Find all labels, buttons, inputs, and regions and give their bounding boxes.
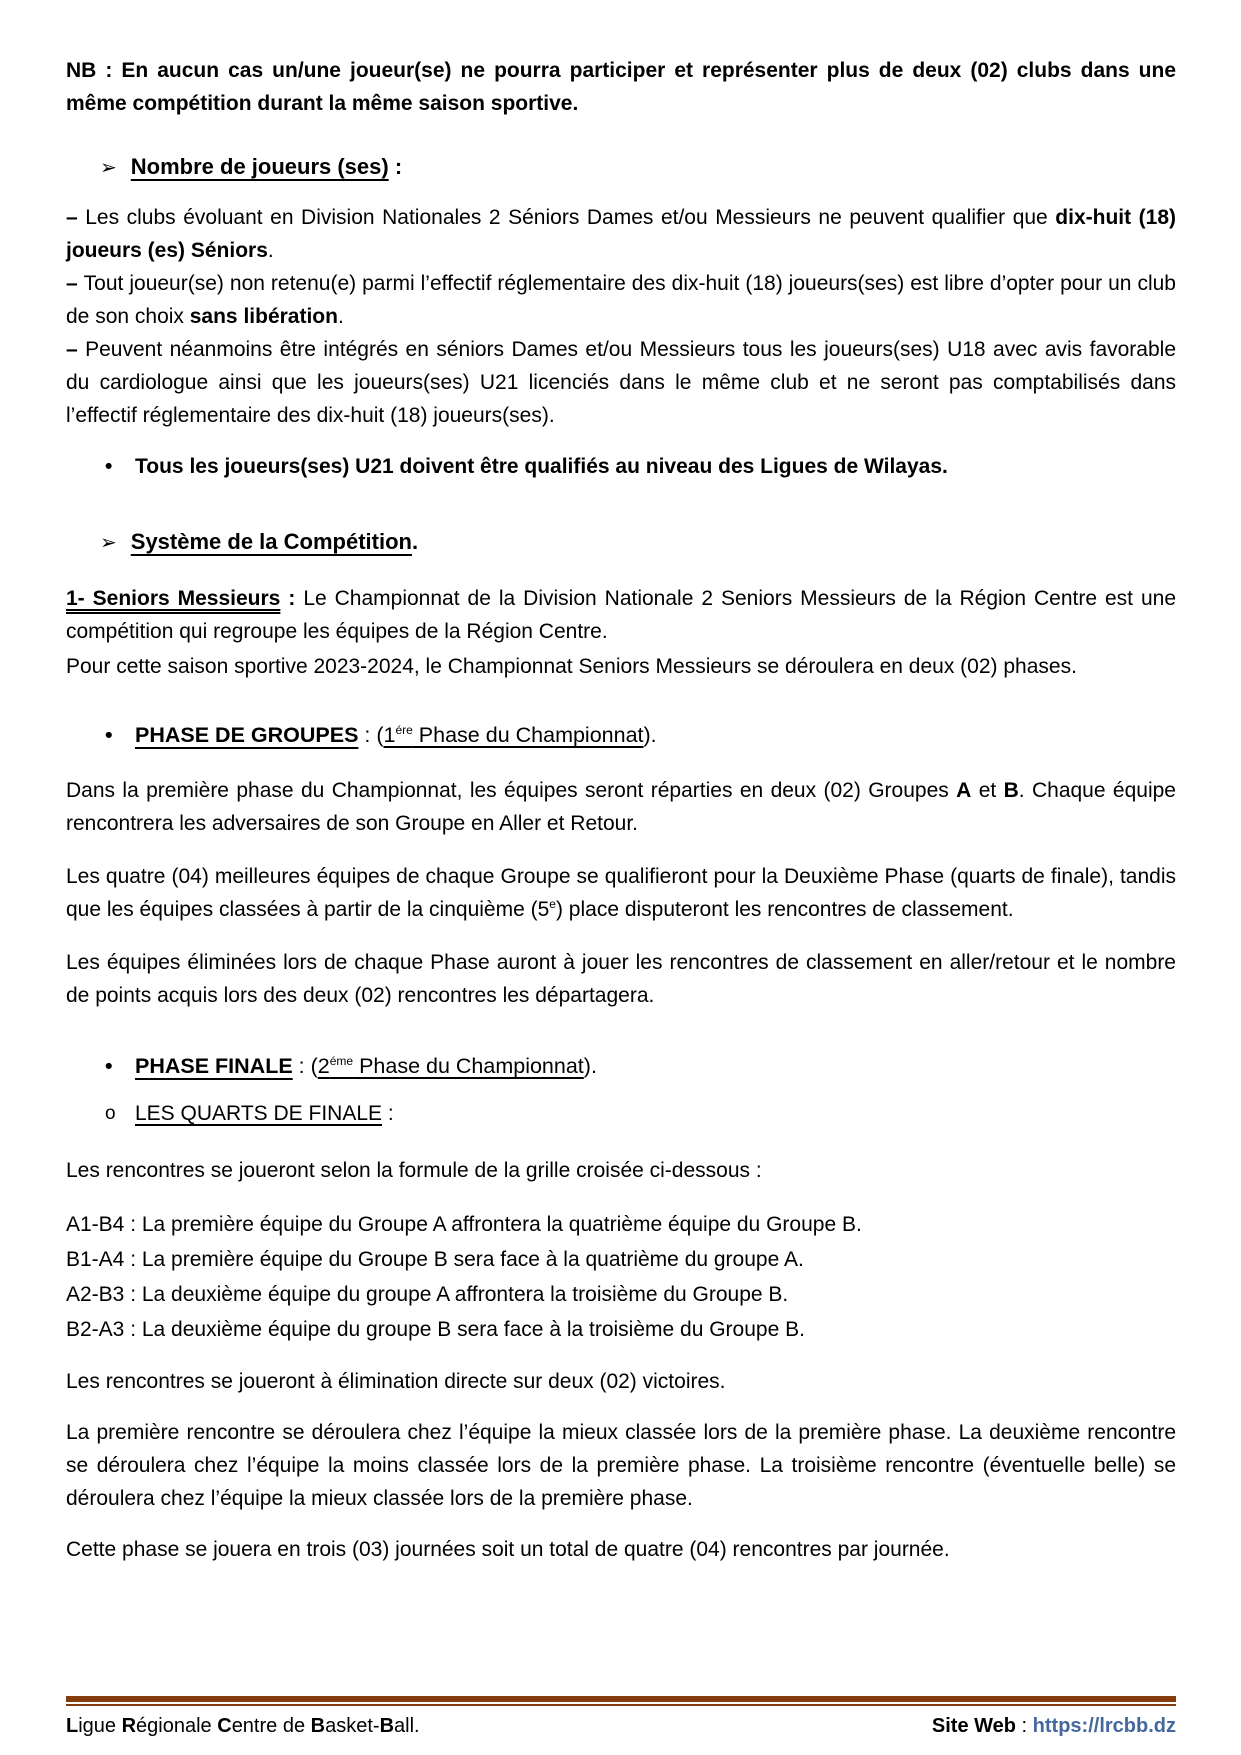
footer-org-part: B — [310, 1715, 326, 1737]
footer-site-colon: : — [1016, 1715, 1033, 1737]
footer-org-part: C — [217, 1715, 232, 1737]
bullet-icon: • — [105, 455, 113, 478]
cinquieme-sup: e — [549, 897, 556, 911]
groupes-end: . Chaque équipe rencontrera les adversaires de son Groupe en Aller et Retour. — [66, 779, 1176, 835]
seniors-paragraph — [66, 582, 1176, 648]
arrow-bullet-icon: ➢ — [100, 532, 117, 554]
rule-1-bold: dix-huit (18) joueurs (es) Séniors — [66, 206, 1177, 262]
footer-org-part: B — [379, 1715, 395, 1737]
sub-bullet-quarts — [66, 1097, 1176, 1130]
quatre-end: ) place disputeront les rencontres de classement. — [555, 898, 1014, 921]
footer-org-part: igue — [78, 1715, 122, 1737]
groupes-mid: et — [971, 779, 1004, 802]
groupe-b: B — [1003, 779, 1019, 802]
seniors-colon: : — [280, 587, 304, 610]
footer-rule-thin — [66, 1704, 1176, 1706]
phase-groupes-label: PHASE DE GROUPES — [135, 723, 359, 747]
heading-label: Système de la Compétition — [130, 529, 412, 554]
bullet-u21-text: Tous les joueurs(ses) U21 doivent être qualifiés au niveau des Ligues de Wilayas. — [135, 455, 948, 478]
grille-croisee — [66, 1207, 1176, 1347]
heading-suffix: : — [388, 154, 403, 179]
heading-suffix: . — [411, 529, 419, 554]
rules-paragraph — [66, 201, 1176, 432]
rule-1-text: Les clubs évoluant en Division Nationales 2 Séniors Dames et/ou Messieurs ne peuvent qualifier que — [85, 206, 1056, 229]
bullet-u21 — [66, 450, 1176, 483]
heading-label: Nombre de joueurs (ses) — [130, 154, 389, 179]
rule-2-end: . — [337, 305, 344, 328]
rule-2-bold: sans libération — [189, 305, 338, 328]
footer-site — [932, 1713, 1176, 1739]
phase-finale-detail — [293, 1054, 597, 1078]
grid-line-a1b4: A1-B4 : La première équipe du Groupe A affrontera la quatrième équipe du Groupe B. — [66, 1213, 862, 1236]
bullet-phase-finale — [66, 1050, 1176, 1083]
phase-finale-underlined — [318, 1054, 584, 1078]
phase-rest: Phase du Championnat — [353, 1054, 584, 1078]
seniors-text: Le Championnat de la Division Nationale 2 Seniors Messieurs de la Région Centre est une compétition qui regroupe les équipes de la Région Centre. — [66, 587, 1177, 643]
paragraph-formule: Les rencontres se joueront selon la formule de la grille croisée ci-dessous : — [66, 1159, 762, 1182]
paragraph-elimination: Les rencontres se joueront à élimination directe sur deux (02) victoires. — [66, 1370, 726, 1393]
footer-org-part: entre de — [231, 1715, 311, 1737]
seniors-paragraph-2: Pour cette saison sportive 2023-2024, le Championnat Seniors Messieurs se déroulera en deux (02) phases. — [66, 655, 1077, 678]
paragraph-rencontres: La première rencontre se déroulera chez l’équipe la mieux classée lors de la première phase. La deuxième rencontre se déroulera chez l’équipe la moins classée lors de la première phase. La troisième rencontre (éventuelle belle) se déroulera chez l’équipe la mieux classée lors de la première phase. — [66, 1421, 1176, 1510]
paragraph-nb: NB : En aucun cas un/une joueur(se) ne pourra participer et représenter plus de deux (02) clubs dans une même compétition durant la même saison sportive. — [66, 59, 1176, 115]
grid-line-b2a3: B2-A3 : La deuxième équipe du groupe B sera face à la troisième du Groupe B. — [66, 1318, 805, 1341]
footer-org-part: égionale — [136, 1715, 218, 1737]
footer-org-part: R — [121, 1715, 137, 1737]
phase-number: 1 — [383, 723, 396, 747]
phase-groupes-underlined — [384, 723, 644, 747]
heading-nombre-de-joueurs — [66, 150, 1176, 185]
phase-finale-sep: : ( — [292, 1054, 318, 1078]
dash-icon: – — [66, 206, 86, 229]
grid-line-a2b3: A2-B3 : La deuxième équipe du groupe A affrontera la troisième du Groupe B. — [66, 1283, 789, 1306]
bullet-icon: • — [105, 723, 113, 747]
groupe-a: A — [956, 779, 972, 802]
quarts-suffix: : — [382, 1102, 394, 1125]
phase-close: ). — [583, 1054, 597, 1078]
dash-icon: – — [66, 272, 84, 295]
groupes-text: Dans la première phase du Championnat, les équipes seront réparties en deux (02) Groupes — [66, 779, 957, 802]
page-footer — [66, 1696, 1176, 1739]
seniors-title: 1- Seniors Messieurs — [66, 587, 281, 610]
paragraph-quatre — [66, 860, 1176, 926]
arrow-bullet-icon: ➢ — [100, 157, 117, 179]
grid-line-b1a4: B1-A4 : La première équipe du Groupe B sera face à la quatrième du groupe A. — [66, 1248, 804, 1271]
footer-org — [66, 1713, 420, 1739]
phase-number: 2 — [317, 1054, 330, 1078]
paragraph-eliminees: Les équipes éliminées lors de chaque Phase auront à jouer les rencontres de classement en aller/retour et le nombre de points acquis lors des deux (02) rencontres les départagera. — [66, 951, 1176, 1007]
footer-site-label: Site Web — [931, 1715, 1016, 1737]
rule-3-text: Peuvent néanmoins être intégrés en séniors Dames et/ou Messieurs tous les joueurs(ses) U18 avec avis favorable du cardiologue ainsi que les joueurs(ses) U21 licenciés dans le même club et ne seront pas comptabilisés dans l’effectif réglementaire des dix-huit (18) joueurs(ses). — [66, 338, 1177, 427]
rule-1-end: . — [267, 239, 274, 262]
phase-close: ). — [643, 723, 657, 747]
footer-org-part: all. — [394, 1715, 420, 1737]
dash-icon: – — [66, 338, 86, 361]
phase-groupes-sep: : ( — [358, 723, 384, 747]
quarts-label: LES QUARTS DE FINALE — [135, 1102, 383, 1125]
footer-org-part: asket- — [325, 1715, 380, 1737]
phase-ordinal-sup: ére — [395, 722, 413, 737]
paragraph-cette-phase: Cette phase se jouera en trois (03) journées soit un total de quatre (04) rencontres par journée. — [66, 1538, 950, 1561]
footer-rule-thick — [66, 1696, 1176, 1702]
bullet-phase-de-groupes — [66, 719, 1176, 752]
rule-2-text: Tout joueur(se) non retenu(e) parmi l’effectif réglementaire des dix-huit (18) joueurs(ses) est libre d’opter pour un club de son choix — [66, 272, 1176, 328]
heading-systeme — [66, 525, 1176, 560]
quatre-text: Les quatre (04) meilleures équipes de chaque Groupe se qualifieront pour la Deuxième Phase (quarts de finale), tandis que les équipes classées à partir de la cinquième (5 — [66, 865, 1176, 921]
phase-finale-label: PHASE FINALE — [135, 1054, 293, 1078]
circle-bullet-icon: o — [105, 1103, 116, 1124]
paragraph-groupes — [66, 774, 1176, 840]
phase-rest: Phase du Championnat — [412, 723, 644, 747]
bullet-icon: • — [105, 1054, 113, 1078]
footer-site-link[interactable]: https://lrcbb.dz — [1032, 1715, 1176, 1737]
phase-groupes-detail — [358, 723, 656, 747]
footer-org-part: L — [66, 1715, 79, 1737]
phase-ordinal-sup: éme — [329, 1053, 354, 1068]
